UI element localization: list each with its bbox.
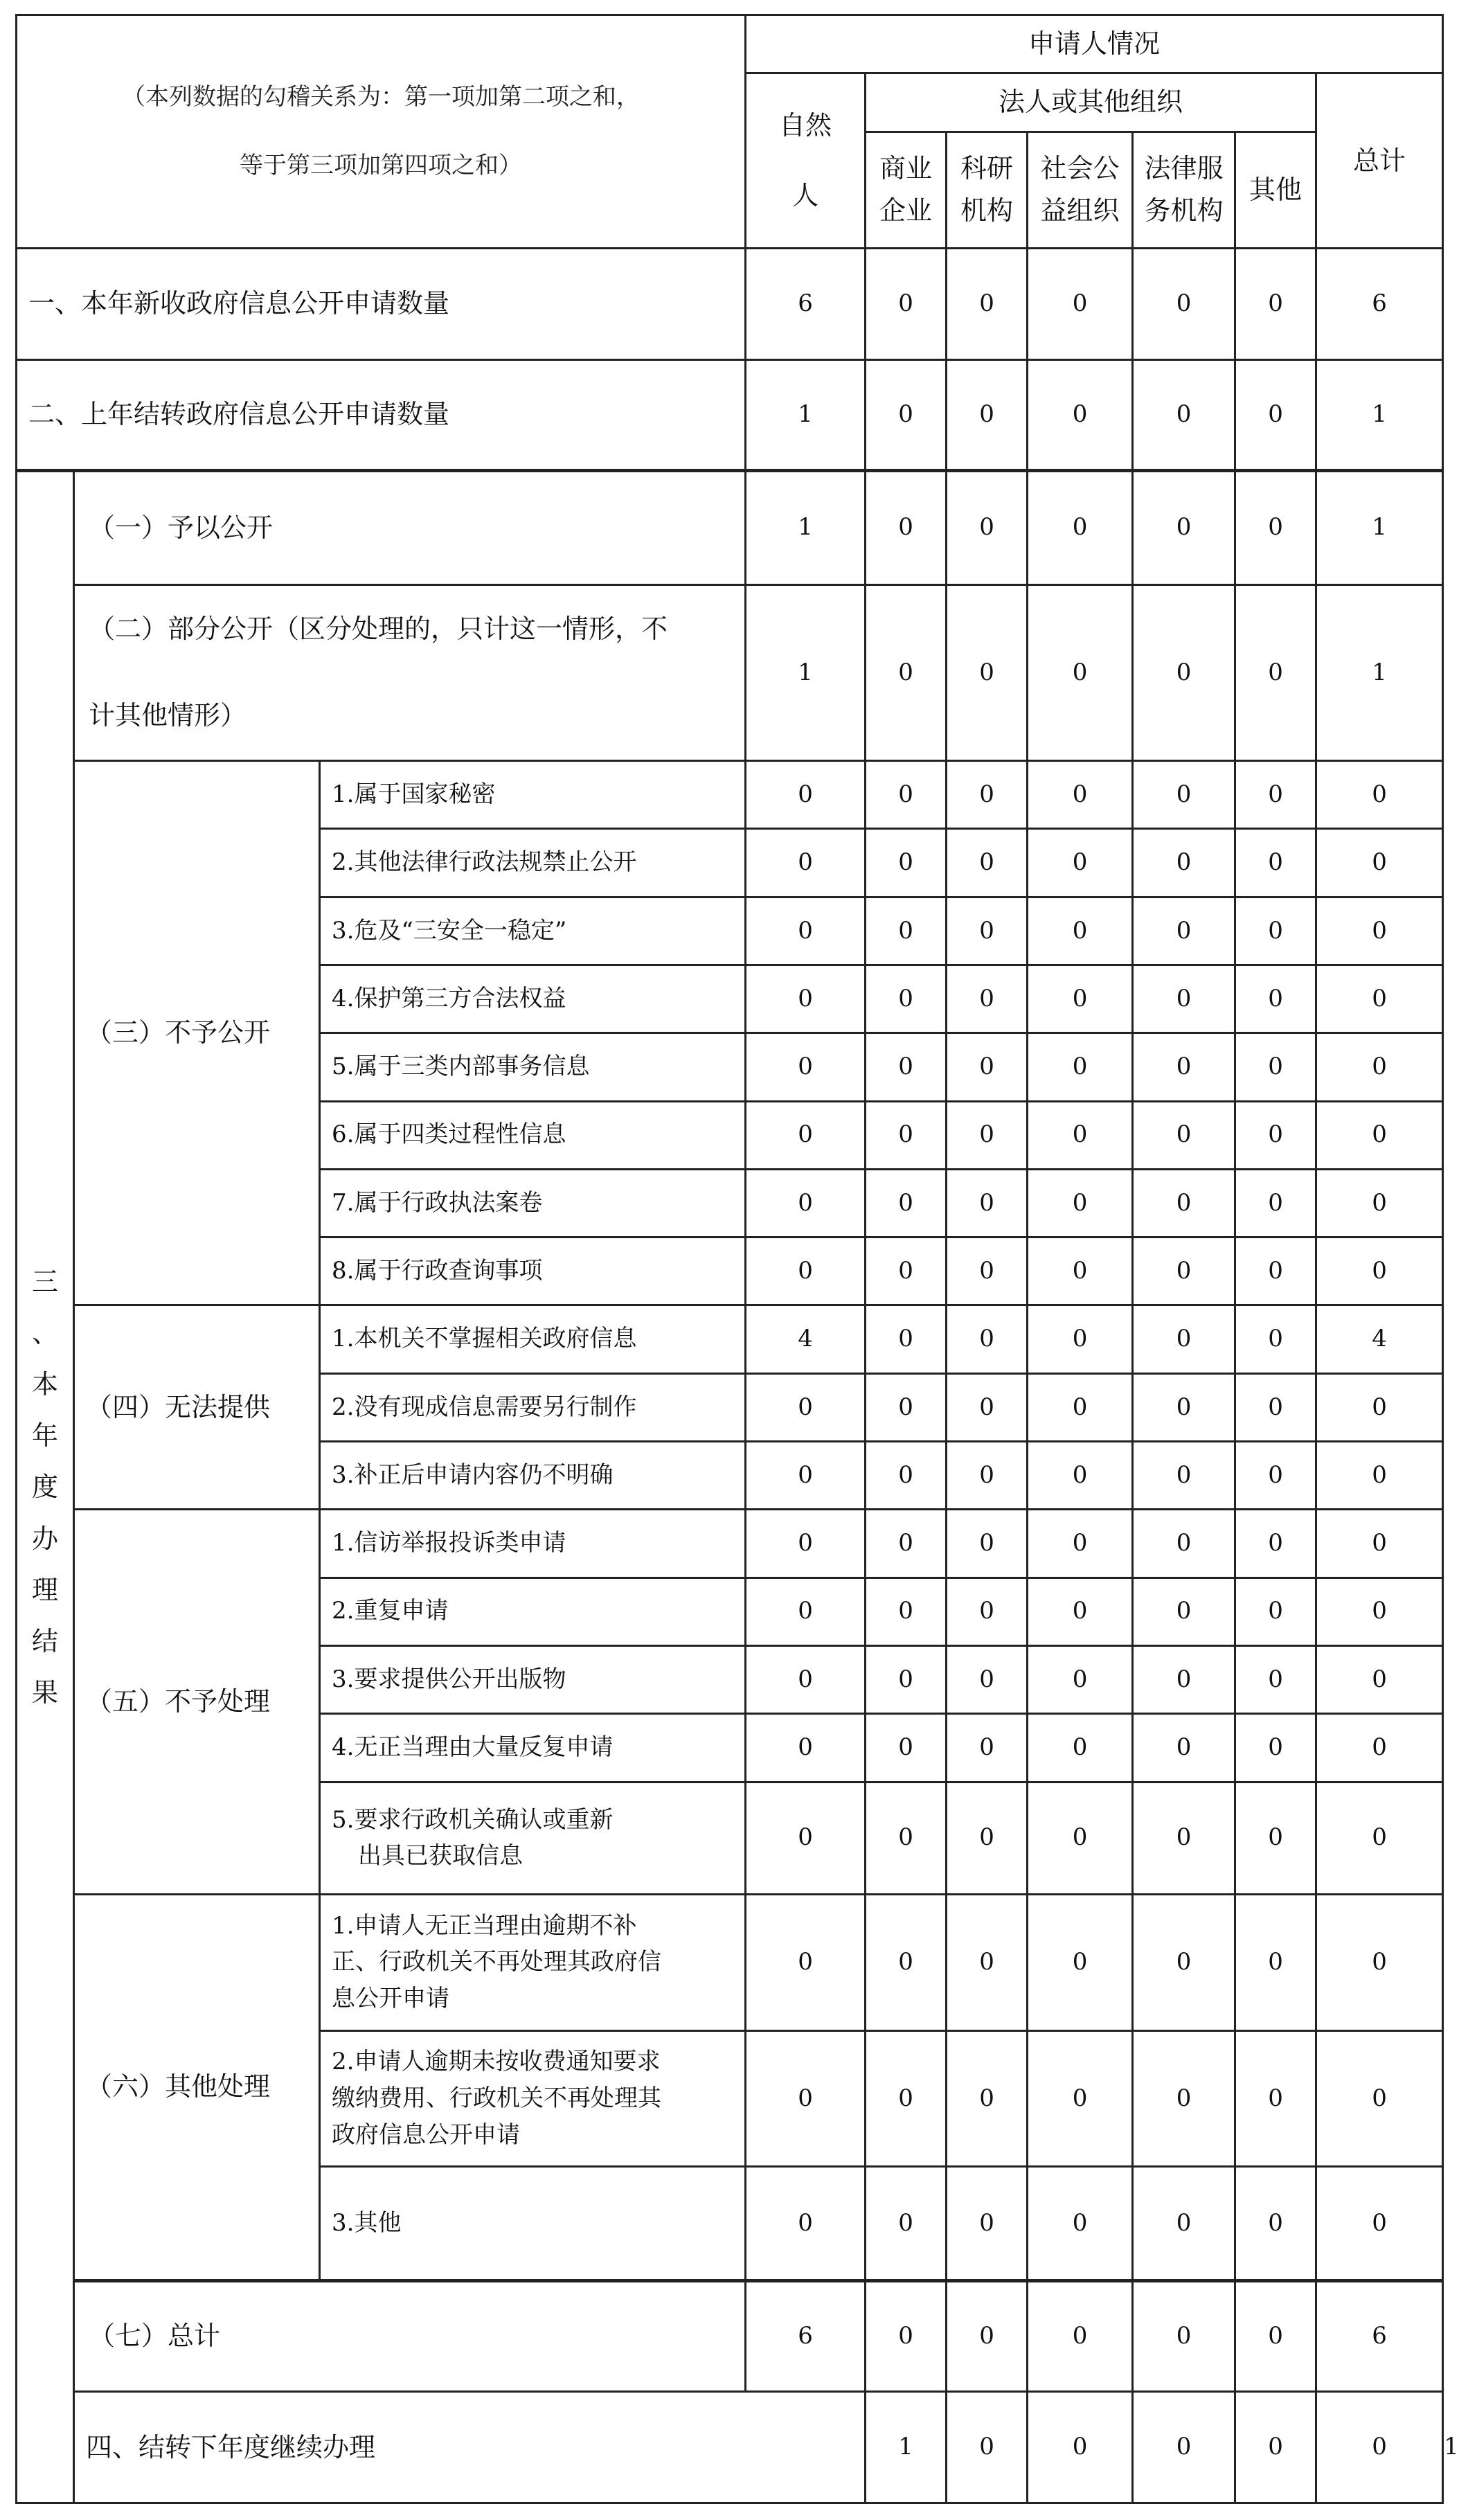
- cell-value: 0: [866, 761, 947, 829]
- gov-info-disclosure-table: [15, 14, 1459, 2504]
- vert-char: 理: [31, 1574, 58, 1605]
- item-label: 1.信访举报投诉类申请: [320, 1510, 746, 1578]
- cell-value: 0: [866, 584, 947, 761]
- item-label: 3.危及“三安全一稳定”: [320, 897, 746, 965]
- cell-value: 0: [947, 249, 1028, 360]
- cell-value: 0: [947, 1033, 1028, 1101]
- cell-value: 0: [1028, 1578, 1133, 1645]
- cell-value: 0: [1235, 1305, 1316, 1373]
- natural-person-line-1: 自然: [779, 110, 832, 141]
- cell-value: 0: [1028, 1169, 1133, 1237]
- vert-char: 办: [31, 1523, 58, 1554]
- cell-value: 0: [1235, 1895, 1316, 2031]
- legal-service-org-header: [1133, 132, 1235, 249]
- cell-value: 0: [746, 829, 866, 897]
- relationship-note: [17, 15, 746, 249]
- item-label: 2.其他法律行政法规禁止公开: [320, 829, 746, 897]
- cell-value: 0: [746, 761, 866, 829]
- row-carry-forward: 四、结转下年度继续办理 1 0 0 0 0 0 1: [17, 2392, 1443, 2503]
- cell-value: 0: [866, 1237, 947, 1305]
- cell-value: 1: [1316, 359, 1443, 471]
- cell-value: 0: [746, 1033, 866, 1101]
- row-unable-1: [17, 1305, 1443, 1373]
- group-label: （三）不予公开: [74, 761, 320, 1305]
- cell-value: 0: [947, 1714, 1028, 1782]
- row-new-applications: [17, 249, 1443, 360]
- legal-service-line-1: 法律服: [1144, 153, 1224, 184]
- cell-value: 0: [1235, 1442, 1316, 1510]
- item-label: 6.属于四类过程性信息: [320, 1101, 746, 1169]
- row-not-processed-1: [17, 1510, 1443, 1578]
- cell-value: 0: [866, 249, 947, 360]
- cell-value: 0: [1235, 1237, 1316, 1305]
- cell-value: 0: [1028, 2030, 1133, 2167]
- cell-value: 0: [1235, 2167, 1316, 2281]
- item-label: [320, 1895, 746, 2031]
- cell-value: 0: [1235, 471, 1316, 585]
- row-carried-over-applications: [17, 359, 1443, 471]
- cell-value: 1: [746, 359, 866, 471]
- cell-value: 0: [1235, 1101, 1316, 1169]
- cell-value: 0: [1235, 1714, 1316, 1782]
- cell-value: 0: [1028, 1895, 1133, 2031]
- cell-value: 0: [947, 2280, 1028, 2392]
- item-label: 1.本机关不掌握相关政府信息: [320, 1305, 746, 1373]
- cell-value: 6: [1316, 249, 1443, 360]
- cell-value: 0: [1316, 1578, 1443, 1645]
- research-line-2: 机构: [960, 195, 1014, 226]
- cell-value: 0: [1133, 897, 1235, 965]
- cell-value: 0: [1316, 2030, 1443, 2167]
- cell-value: 0: [1316, 2392, 1443, 2503]
- item-label-line: 1.申请人无正当理由逾期不补: [332, 1911, 637, 1940]
- social-welfare-org-header: [1028, 132, 1133, 249]
- social-line-2: 益组织: [1040, 195, 1120, 226]
- cell-value: 0: [1028, 1373, 1133, 1441]
- cell-value: 0: [1133, 359, 1235, 471]
- item-label: 7.属于行政执法案卷: [320, 1169, 746, 1237]
- cell-value: 0: [947, 1101, 1028, 1169]
- cell-value: 0: [866, 965, 947, 1033]
- cell-value: 0: [1316, 1373, 1443, 1441]
- cell-value: 0: [1133, 2167, 1235, 2281]
- cell-value: 0: [1235, 249, 1316, 360]
- item-label: 3.其他: [320, 2167, 746, 2281]
- cell-value: 0: [1028, 897, 1133, 965]
- cell-value: 0: [1133, 2392, 1235, 2503]
- cell-value: 0: [1316, 1101, 1443, 1169]
- cell-value: 0: [866, 1578, 947, 1645]
- cell-value: 0: [746, 1169, 866, 1237]
- cell-value: 0: [1133, 1169, 1235, 1237]
- cell-value: 0: [1028, 2392, 1133, 2503]
- cell-value: 0: [1028, 1510, 1133, 1578]
- cell-value: 0: [1316, 1510, 1443, 1578]
- cell-value: 4: [746, 1305, 866, 1373]
- cell-value: 0: [1316, 1645, 1443, 1713]
- cell-value: 0: [1133, 2030, 1235, 2167]
- cell-value: 0: [1028, 2280, 1133, 2392]
- cell-value: 1: [746, 471, 866, 585]
- vert-char: 果: [31, 1677, 58, 1708]
- cell-value: 0: [1133, 249, 1235, 360]
- cell-value: 0: [947, 1510, 1028, 1578]
- cell-value: 0: [1133, 1510, 1235, 1578]
- cell-value: 0: [866, 897, 947, 965]
- cell-value: 0: [1133, 1442, 1235, 1510]
- cell-value: 0: [1028, 249, 1133, 360]
- cell-value: 0: [1028, 1033, 1133, 1101]
- item-label-line-2: 出具已获取信息: [358, 1842, 523, 1870]
- cell-value: 0: [947, 1237, 1028, 1305]
- vert-char: 、: [31, 1318, 58, 1349]
- group-label: （六）其他处理: [74, 1895, 320, 2281]
- cell-value: 0: [947, 1373, 1028, 1441]
- cell-value: 0: [1028, 1782, 1133, 1895]
- cell-value: 0: [866, 471, 947, 585]
- cell-value: 0: [1316, 1442, 1443, 1510]
- cell-value: 0: [947, 1305, 1028, 1373]
- cell-value: 0: [746, 1645, 866, 1713]
- cell-value: 0: [947, 829, 1028, 897]
- cell-value: 0: [947, 2030, 1028, 2167]
- cell-value: 0: [1316, 1714, 1443, 1782]
- item-label: 5.属于三类内部事务信息: [320, 1033, 746, 1101]
- cell-value: 0: [1316, 1895, 1443, 2031]
- item-label: 2.重复申请: [320, 1578, 746, 1645]
- cell-value: 0: [947, 2392, 1028, 2503]
- research-line-1: 科研: [960, 153, 1014, 184]
- cell-value: 0: [866, 1442, 947, 1510]
- cell-value: 0: [1028, 471, 1133, 585]
- cell-value: 0: [1133, 584, 1235, 761]
- cell-value: 0: [947, 1578, 1028, 1645]
- cell-value: 0: [1028, 761, 1133, 829]
- vert-char: 结: [31, 1625, 58, 1656]
- cell-value: 0: [746, 1782, 866, 1895]
- cell-value: 0: [947, 1645, 1028, 1713]
- cell-value: 1: [866, 2392, 947, 2503]
- other-org-header: 其他: [1235, 132, 1316, 249]
- item-label-line: 缴纳费用、行政机关不再处理其: [332, 2084, 661, 2113]
- cell-value: 0: [1235, 829, 1316, 897]
- row-not-disclosed-1: [17, 761, 1443, 829]
- commercial-enterprise-header: [866, 132, 947, 249]
- cell-value: 4: [1316, 1305, 1443, 1373]
- row-other-handling-1: [17, 1895, 1443, 2031]
- cell-value: 0: [947, 965, 1028, 1033]
- note-line-2: 等于第三项加第四项之和）: [240, 152, 522, 179]
- cell-value: 0: [1235, 2392, 1316, 2503]
- cell-value: 1: [1316, 584, 1443, 761]
- item-label: [320, 1782, 746, 1895]
- cell-value: 0: [746, 1510, 866, 1578]
- cell-value: 0: [1133, 471, 1235, 585]
- total-header: 总计: [1316, 73, 1443, 249]
- cell-value: 0: [1133, 1578, 1235, 1645]
- item-label: 8.属于行政查询事项: [320, 1237, 746, 1305]
- cell-value: 0: [1235, 1510, 1316, 1578]
- vert-char: 三: [31, 1267, 58, 1298]
- natural-person-header: [746, 73, 866, 249]
- cell-value: 0: [1235, 1782, 1316, 1895]
- note-line-1: （本列数据的勾稽关系为：第一项加第二项之和，: [122, 83, 640, 111]
- cell-value: 0: [866, 2167, 947, 2281]
- vert-char: 本: [31, 1369, 58, 1400]
- cell-value: 0: [1316, 829, 1443, 897]
- item-label: 4.保护第三方合法权益: [320, 965, 746, 1033]
- cell-value: 0: [866, 1305, 947, 1373]
- cell-value: 0: [866, 1033, 947, 1101]
- cell-value: 1: [1316, 471, 1443, 585]
- cell-value: 0: [947, 2167, 1028, 2281]
- cell-value: 0: [1133, 829, 1235, 897]
- row-label: （七）总计: [74, 2280, 746, 2392]
- applicant-group-header: 申请人情况: [746, 15, 1443, 73]
- cell-value: 0: [866, 1645, 947, 1713]
- natural-person-line-2: 人: [792, 180, 819, 211]
- row-partially-disclosed: [17, 584, 1443, 761]
- item-label: 3.要求提供公开出版物: [320, 1645, 746, 1713]
- cell-value: 0: [1028, 965, 1133, 1033]
- item-label-line: 政府信息公开申请: [332, 2120, 520, 2149]
- cell-value: 0: [746, 897, 866, 965]
- legal-org-group-header: 法人或其他组织: [866, 73, 1316, 132]
- cell-value: 0: [1235, 1645, 1316, 1713]
- cell-value: 0: [1316, 1169, 1443, 1237]
- cell-value: 0: [1235, 965, 1316, 1033]
- item-label: 1.属于国家秘密: [320, 761, 746, 829]
- cell-value: 0: [1235, 1373, 1316, 1441]
- cell-value: 0: [866, 1510, 947, 1578]
- item-label-line-1: 5.要求行政机关确认或重新: [332, 1805, 614, 1834]
- cell-value: 0: [866, 2030, 947, 2167]
- row-label: [74, 584, 746, 761]
- cell-value: 0: [866, 2280, 947, 2392]
- cell-value: 0: [866, 1169, 947, 1237]
- cell-value: 1: [746, 584, 866, 761]
- cell-value: 0: [1133, 1033, 1235, 1101]
- row-label: 二、上年结转政府信息公开申请数量: [17, 359, 746, 471]
- cell-value: 0: [1133, 2280, 1235, 2392]
- header-row-1: [17, 15, 1443, 73]
- item-label: 3.补正后申请内容仍不明确: [320, 1442, 746, 1510]
- cell-value: 0: [1235, 1578, 1316, 1645]
- label-line-1: （二）部分公开（区分处理的，只计这一情形，不: [89, 613, 668, 644]
- cell-value: 0: [1235, 897, 1316, 965]
- cell-value: 0: [1235, 359, 1316, 471]
- item-label-line: 2.申请人逾期未按收费通知要求: [332, 2048, 661, 2076]
- cell-value: 0: [1028, 359, 1133, 471]
- cell-value: 0: [1028, 829, 1133, 897]
- cell-value: 0: [1235, 584, 1316, 761]
- cell-value: 0: [1316, 2167, 1443, 2281]
- cell-value: 0: [1133, 1782, 1235, 1895]
- cell-value: 0: [866, 1101, 947, 1169]
- item-label: 4.无正当理由大量反复申请: [320, 1714, 746, 1782]
- cell-value: 0: [1028, 1714, 1133, 1782]
- cell-value: 0: [866, 1373, 947, 1441]
- cell-value: 0: [1028, 1237, 1133, 1305]
- cell-value: 0: [1133, 1645, 1235, 1713]
- cell-value: 6: [746, 249, 866, 360]
- cell-value: 0: [1235, 1169, 1316, 1237]
- cell-value: 0: [1028, 1101, 1133, 1169]
- cell-value: 0: [1133, 965, 1235, 1033]
- cell-value: 0: [1235, 2280, 1316, 2392]
- cell-value: 0: [746, 1101, 866, 1169]
- cell-value: 0: [1133, 1101, 1235, 1169]
- cell-value: 0: [866, 829, 947, 897]
- cell-value: 0: [1235, 1033, 1316, 1101]
- cell-value: 0: [947, 1169, 1028, 1237]
- cell-value: 0: [746, 965, 866, 1033]
- cell-value: 0: [1316, 1782, 1443, 1895]
- cell-value: 0: [1028, 2167, 1133, 2281]
- cell-value: 0: [746, 1373, 866, 1441]
- cell-value: 0: [1028, 584, 1133, 761]
- cell-value: 0: [866, 1895, 947, 2031]
- row-label: 一、本年新收政府信息公开申请数量: [17, 249, 746, 360]
- group-label: （五）不予处理: [74, 1510, 320, 1895]
- label-line-2: 计其他情形）: [89, 700, 247, 731]
- cell-value: 0: [1316, 761, 1443, 829]
- cell-value: 0: [1133, 761, 1235, 829]
- cell-value: 0: [866, 1782, 947, 1895]
- cell-value: 0: [746, 1895, 866, 2031]
- row-label: （一）予以公开: [74, 471, 746, 585]
- row-section-total: [17, 2280, 1443, 2392]
- row-disclosed: [17, 471, 1443, 585]
- cell-value: 0: [746, 2030, 866, 2167]
- cell-value: 0: [746, 1237, 866, 1305]
- vert-char: 年: [31, 1420, 58, 1451]
- cell-value: 0: [1235, 761, 1316, 829]
- report-table-container: [15, 14, 1459, 2504]
- cell-value: 6: [746, 2280, 866, 2392]
- cell-value: 6: [1316, 2280, 1443, 2392]
- cell-value: 0: [947, 897, 1028, 965]
- cell-value: 0: [947, 1442, 1028, 1510]
- cell-value: 0: [866, 1714, 947, 1782]
- cell-value: 0: [947, 471, 1028, 585]
- cell-value: 0: [1028, 1442, 1133, 1510]
- cell-value: 0: [1316, 1033, 1443, 1101]
- cell-value: 0: [947, 1895, 1028, 2031]
- cell-value: 0: [1133, 1305, 1235, 1373]
- commercial-line-2: 企业: [879, 195, 933, 226]
- item-label-line: 正、行政机关不再处理其政府信: [332, 1948, 661, 1976]
- cell-value: 0: [947, 584, 1028, 761]
- cell-value: 0: [947, 359, 1028, 471]
- item-label: [320, 2030, 746, 2167]
- cell-value: 0: [947, 1782, 1028, 1895]
- group-label: （四）无法提供: [74, 1305, 320, 1510]
- cell-value: 0: [1028, 1305, 1133, 1373]
- commercial-line-1: 商业: [879, 153, 933, 184]
- cell-value: 0: [746, 1578, 866, 1645]
- cell-value: 0: [1316, 897, 1443, 965]
- cell-value: 0: [746, 2167, 866, 2281]
- cell-value: 0: [947, 761, 1028, 829]
- cell-value: 0: [1133, 1373, 1235, 1441]
- cell-value: 0: [1316, 965, 1443, 1033]
- social-line-1: 社会公: [1040, 153, 1120, 184]
- cell-value: 0: [866, 359, 947, 471]
- cell-value: 0: [1028, 1645, 1133, 1713]
- item-label: 2.没有现成信息需要另行制作: [320, 1373, 746, 1441]
- cell-value: 0: [1316, 1237, 1443, 1305]
- item-label-line: 息公开申请: [332, 1985, 449, 2013]
- research-institution-header: [947, 132, 1028, 249]
- cell-value: 0: [1133, 1895, 1235, 2031]
- vert-char: 度: [31, 1472, 58, 1503]
- cell-value: 0: [746, 1442, 866, 1510]
- cell-value: 0: [1133, 1714, 1235, 1782]
- cell-value: 0: [1235, 2030, 1316, 2167]
- row-label: 四、结转下年度继续办理: [74, 2392, 866, 2503]
- cell-value: 0: [1133, 1237, 1235, 1305]
- section3-vertical-label: [17, 471, 74, 2503]
- legal-service-line-2: 务机构: [1144, 195, 1224, 226]
- cell-value: 0: [746, 1714, 866, 1782]
